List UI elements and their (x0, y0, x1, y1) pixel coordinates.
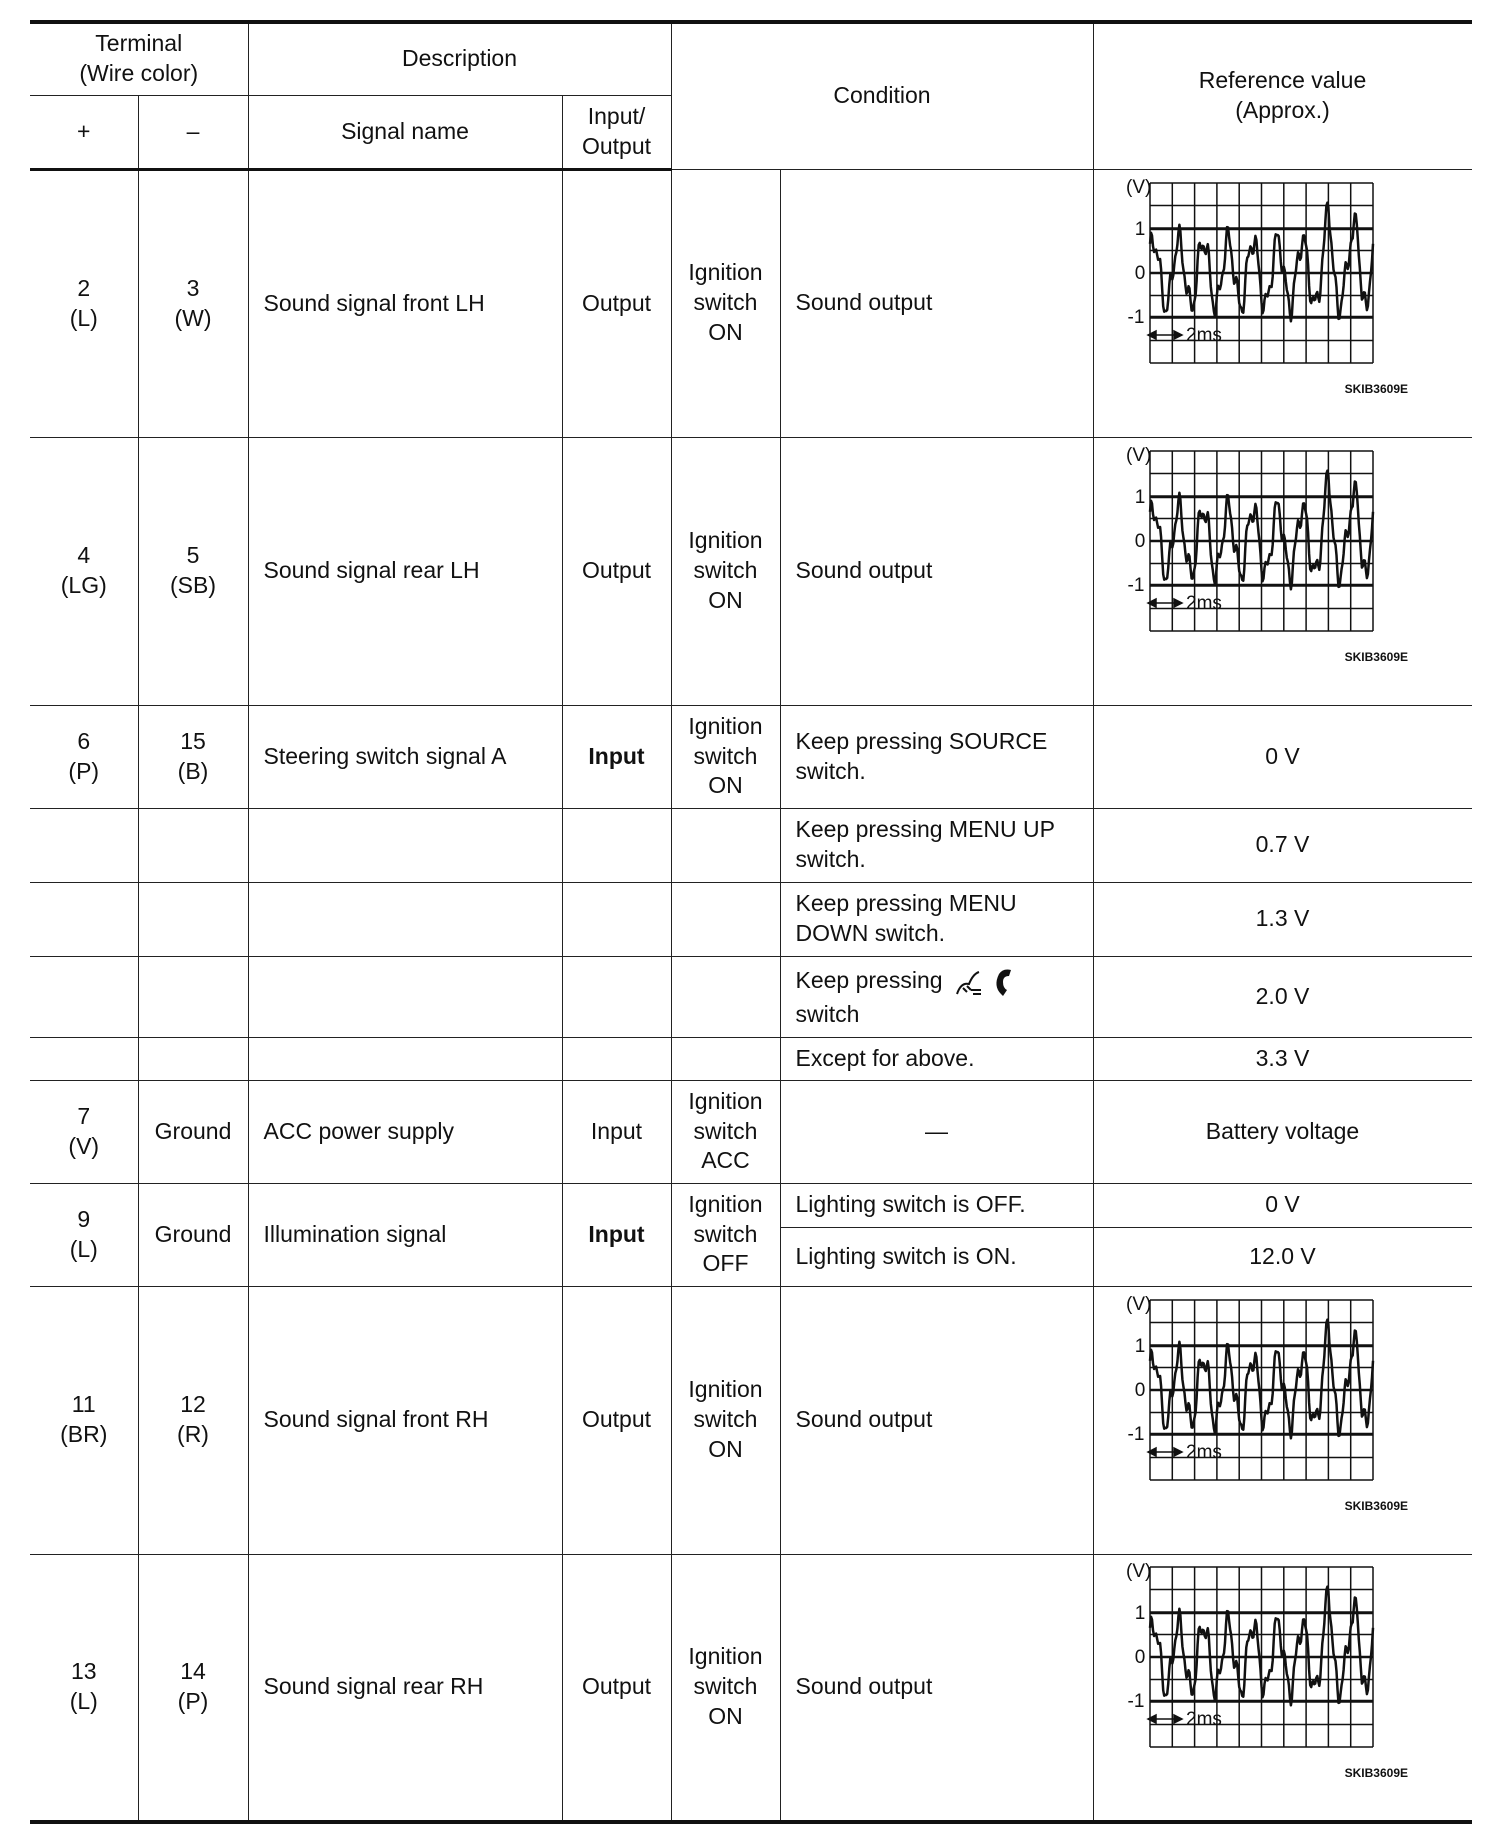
y-unit-label: (V) (1125, 445, 1151, 466)
table-row (30, 1183, 1472, 1227)
terminal-minus: Ground (138, 1183, 248, 1286)
table-row (30, 1554, 1472, 1822)
signal-name: Sound signal rear RH (248, 1554, 562, 1822)
sound-waveform (1098, 1557, 1468, 1817)
empty-cell (562, 882, 671, 956)
y-tick-label: -1 (1127, 307, 1144, 328)
sound-waveform (1098, 441, 1468, 701)
terminal-plus: 9 (L) (30, 1183, 138, 1286)
empty-cell (671, 808, 780, 882)
ignition-switch: Ignition switch ON (671, 169, 780, 437)
header-plus: + (30, 95, 138, 169)
condition: Sound output (780, 1286, 1093, 1554)
y-tick-label: 0 (1134, 1647, 1145, 1669)
reference-waveform (1093, 437, 1472, 705)
terminal-plus: 6 (P) (30, 705, 138, 808)
table-row (30, 808, 1472, 882)
reference-value: 0 V (1093, 705, 1472, 808)
y-tick-label: 0 (1134, 263, 1145, 284)
y-unit-label: (V) (1125, 1294, 1151, 1315)
empty-cell (248, 1037, 562, 1080)
header-condition: Condition (671, 22, 1093, 169)
input-output: Input (562, 705, 671, 808)
input-output: Output (562, 169, 671, 437)
signal-name: Sound signal front LH (248, 169, 562, 437)
y-tick-label: 1 (1134, 1603, 1145, 1625)
empty-cell (138, 882, 248, 956)
signal-name: Steering switch signal A (248, 705, 562, 808)
y-tick-label: 0 (1134, 1380, 1145, 1401)
input-output: Output (562, 1554, 671, 1822)
header-input-output: Input/ Output (562, 95, 671, 169)
empty-cell (671, 882, 780, 956)
signal-name: Sound signal front RH (248, 1286, 562, 1554)
empty-cell (138, 956, 248, 1037)
empty-cell (30, 956, 138, 1037)
ignition-switch: Ignition switch ON (671, 705, 780, 808)
header-description: Description (248, 22, 671, 95)
table-row (30, 882, 1472, 956)
reference-value: 3.3 V (1093, 1037, 1472, 1080)
header-signal-name: Signal name (248, 95, 562, 169)
condition: Lighting switch is OFF. (780, 1183, 1093, 1227)
input-output: Output (562, 437, 671, 705)
figure-code: SKIB3609E (1344, 650, 1408, 664)
header-terminal: Terminal (Wire color) (30, 22, 248, 95)
empty-cell (138, 808, 248, 882)
terminal-minus: Ground (138, 1080, 248, 1183)
empty-cell (562, 956, 671, 1037)
empty-cell (562, 1037, 671, 1080)
terminal-table-sheet (30, 20, 1472, 1824)
figure-code: SKIB3609E (1344, 382, 1408, 396)
time-scale-label: 2ms (1185, 325, 1222, 346)
y-unit-label: (V) (1125, 1561, 1151, 1583)
table-row (30, 956, 1472, 1037)
sound-waveform (1098, 173, 1468, 433)
ignition-switch: Ignition switch ON (671, 1554, 780, 1822)
y-tick-label: 1 (1134, 1336, 1145, 1357)
ignition-switch: Ignition switch ON (671, 1286, 780, 1554)
empty-cell (30, 882, 138, 956)
empty-cell (248, 956, 562, 1037)
reference-waveform (1093, 1286, 1472, 1554)
reference-value: 1.3 V (1093, 882, 1472, 956)
table-row (30, 1286, 1472, 1554)
ignition-switch: Ignition switch ACC (671, 1080, 780, 1183)
reference-waveform (1093, 1554, 1472, 1822)
header-minus: – (138, 95, 248, 169)
condition: Keep pressing SOURCE switch. (780, 705, 1093, 808)
condition: Sound output (780, 437, 1093, 705)
terminal-minus: 15 (B) (138, 705, 248, 808)
terminal-reference-table (30, 20, 1472, 1824)
empty-cell (562, 808, 671, 882)
voice-phone-switch-icon (949, 964, 1025, 1000)
signal-name: ACC power supply (248, 1080, 562, 1183)
terminal-plus: 2 (L) (30, 169, 138, 437)
condition: Except for above. (780, 1037, 1093, 1080)
empty-cell (248, 808, 562, 882)
input-output: Output (562, 1286, 671, 1554)
empty-cell (248, 882, 562, 956)
condition: Keep pressing MENU DOWN switch. (780, 882, 1093, 956)
y-tick-label: -1 (1127, 575, 1144, 596)
y-unit-label: (V) (1125, 177, 1151, 198)
ignition-switch: Ignition switch OFF (671, 1183, 780, 1286)
terminal-plus: 7 (V) (30, 1080, 138, 1183)
figure-code: SKIB3609E (1344, 1766, 1408, 1781)
terminal-plus: 4 (LG) (30, 437, 138, 705)
condition: Sound output (780, 1554, 1093, 1822)
y-tick-label: 1 (1134, 219, 1145, 240)
empty-cell (671, 956, 780, 1037)
table-row (30, 169, 1472, 437)
ignition-switch: Ignition switch ON (671, 437, 780, 705)
reference-value: 0 V (1093, 1183, 1472, 1227)
header-reference-value: Reference value (Approx.) (1093, 22, 1472, 169)
time-scale-label: 2ms (1185, 1442, 1222, 1463)
time-scale-label: 2ms (1185, 1709, 1222, 1731)
input-output: Input (562, 1183, 671, 1286)
terminal-minus: 3 (W) (138, 169, 248, 437)
y-tick-label: 0 (1134, 531, 1145, 552)
time-scale-label: 2ms (1185, 593, 1222, 614)
terminal-minus: 12 (R) (138, 1286, 248, 1554)
table-row (30, 437, 1472, 705)
terminal-plus: 11 (BR) (30, 1286, 138, 1554)
y-tick-label: -1 (1127, 1691, 1144, 1713)
signal-name: Illumination signal (248, 1183, 562, 1286)
condition: Sound output (780, 169, 1093, 437)
y-tick-label: 1 (1134, 487, 1145, 508)
condition: Keep pressing MENU UP switch. (780, 808, 1093, 882)
sound-waveform (1098, 1290, 1468, 1550)
reference-value: 2.0 V (1093, 956, 1472, 1037)
condition: — (780, 1080, 1093, 1183)
figure-code: SKIB3609E (1344, 1499, 1408, 1513)
reference-value: Battery voltage (1093, 1080, 1472, 1183)
reference-value: 0.7 V (1093, 808, 1472, 882)
reference-value: 12.0 V (1093, 1227, 1472, 1286)
empty-cell (30, 808, 138, 882)
table-row (30, 705, 1472, 808)
empty-cell (30, 1037, 138, 1080)
terminal-minus: 14 (P) (138, 1554, 248, 1822)
empty-cell (671, 1037, 780, 1080)
table-row (30, 1037, 1472, 1080)
signal-name: Sound signal rear LH (248, 437, 562, 705)
input-output: Input (562, 1080, 671, 1183)
reference-waveform (1093, 169, 1472, 437)
terminal-plus: 13 (L) (30, 1554, 138, 1822)
empty-cell (138, 1037, 248, 1080)
table-row (30, 1080, 1472, 1183)
condition: Lighting switch is ON. (780, 1227, 1093, 1286)
y-tick-label: -1 (1127, 1424, 1144, 1445)
condition: Keep pressing switch (780, 956, 1093, 1037)
terminal-minus: 5 (SB) (138, 437, 248, 705)
